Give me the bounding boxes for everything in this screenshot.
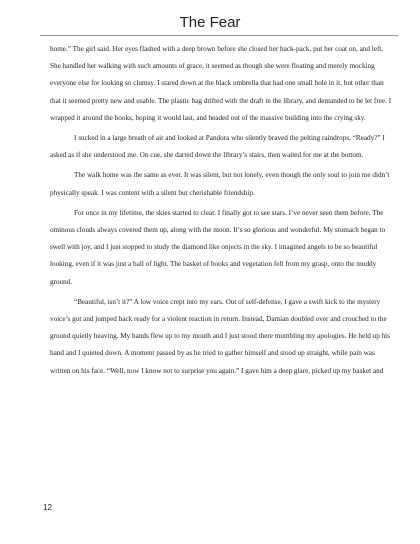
running-header-title: The Fear bbox=[179, 14, 241, 31]
paragraph: For once in my lifetime, the skies started to clear. I finally got to see stars. I’ve never seen them before. The ominous clouds always covered them up, along with the moon. It’s so glorious and wonderful. My stomach began to swell with joy, and I just stopped to study the diamond like onjects in the sky. I imagined angels to be so beautiful looking, even if it was just a ball of light. The basket of books and vegetation fell from my grasp, onto the muddy ground. bbox=[50, 208, 386, 286]
paragraph: The walk home was the same as ever. It was silent, but not lonely, even though the only soul to join me didn’t physically speak. I was content with a silent but cherishable friendship. bbox=[50, 171, 390, 197]
paragraph: I sucked in a large breath of air and looked at Pandora who silently braved the pelting raindrops, “Ready?” I asked as if she understood me. On cue, she darted down the library’s stairs, then waited for me at the bottom. bbox=[50, 134, 385, 160]
body-text bbox=[50, 41, 392, 380]
header-rule bbox=[40, 35, 398, 36]
page-number: 12 bbox=[43, 503, 52, 512]
paragraph: “Beautiful, isn’t it?” A low voice crept into my ears. Out of self-defense, I gave a swift kick to the mystery voice’s gut and jumped back ready for a violent reaction in return. Instead, Damian doubled over and crouched to the ground quietly heaving. My hands flew up to my mouth and I just stood there mumbling my apologies. He held up his hand and I quieted down. A moment passed by as he tried to gather himself and stood up straight, while pain was written on his face. “Well, now I know not to surprise you again.” I gave him a deep glare, picked up my basket and bbox=[50, 297, 390, 375]
paragraph: home.” The girl said. Her eyes flashed with a deep brown before she closed her back-pack, put her coat on, and left. She handled her walking with such amounts of grace, it seemed as though she were floating and merely mocking everyone else for looking so clumsy. I stared down at the black umbrella that had one small hole in it, but other than that it seemed pretty new and usable. The plastic bag drifted with the draft in the library, and demanded to be let free. I wrapped it around the books, hoping it would last, and headed out of the massive building into the crying sky. bbox=[50, 45, 392, 122]
